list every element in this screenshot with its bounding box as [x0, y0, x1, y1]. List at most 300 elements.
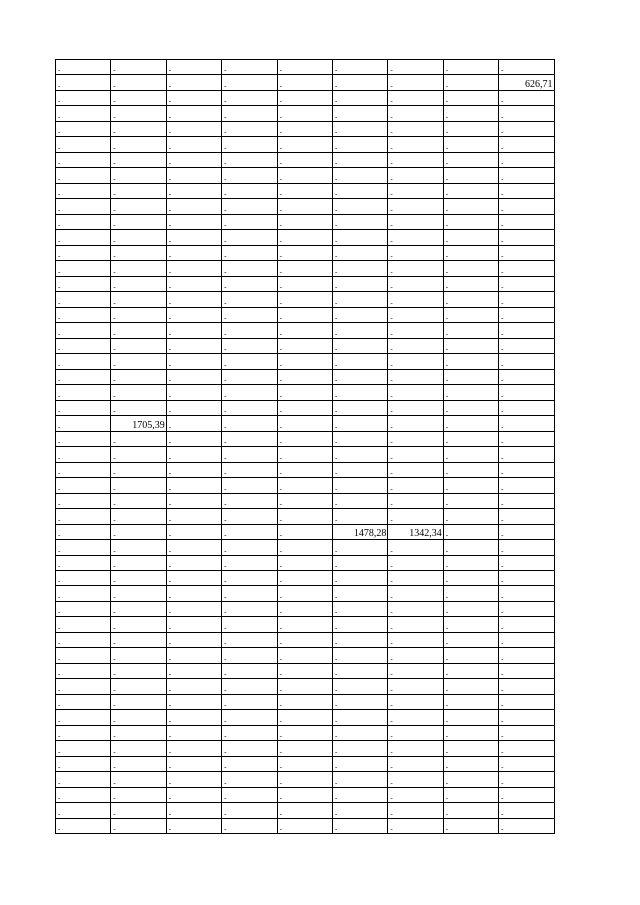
placeholder-cell: -: [277, 617, 332, 632]
placeholder-cell: -: [277, 648, 332, 663]
table-row: [56, 648, 555, 663]
placeholder-cell: -: [111, 524, 166, 539]
placeholder-cell: -: [388, 803, 443, 818]
placeholder-cell: -: [111, 803, 166, 818]
placeholder-cell: -: [111, 632, 166, 647]
placeholder-cell: -: [388, 617, 443, 632]
placeholder-cell: -: [443, 478, 498, 493]
placeholder-cell: -: [388, 710, 443, 725]
placeholder-cell: -: [277, 75, 332, 90]
placeholder-cell: -: [277, 632, 332, 647]
placeholder-cell: -: [277, 121, 332, 136]
placeholder-cell: -: [277, 152, 332, 167]
placeholder-cell: -: [332, 818, 387, 833]
placeholder-cell: -: [388, 756, 443, 771]
placeholder-cell: -: [332, 756, 387, 771]
placeholder-cell: -: [443, 199, 498, 214]
table-row: [56, 710, 555, 725]
placeholder-cell: -: [111, 199, 166, 214]
value-cell: 626,71: [499, 75, 554, 90]
table-row: [56, 772, 555, 787]
placeholder-cell: -: [388, 354, 443, 369]
placeholder-cell: -: [443, 261, 498, 276]
placeholder-cell: -: [222, 416, 277, 431]
placeholder-cell: -: [222, 276, 277, 291]
placeholder-cell: -: [56, 694, 111, 709]
placeholder-cell: -: [277, 772, 332, 787]
table-row: [56, 478, 555, 493]
placeholder-cell: -: [166, 276, 221, 291]
placeholder-cell: -: [443, 168, 498, 183]
placeholder-cell: -: [111, 741, 166, 756]
placeholder-cell: -: [332, 493, 387, 508]
placeholder-cell: -: [56, 648, 111, 663]
placeholder-cell: -: [111, 261, 166, 276]
placeholder-cell: -: [388, 199, 443, 214]
placeholder-cell: -: [499, 245, 554, 260]
placeholder-cell: -: [222, 540, 277, 555]
placeholder-cell: -: [388, 245, 443, 260]
placeholder-cell: -: [388, 214, 443, 229]
placeholder-cell: -: [332, 307, 387, 322]
placeholder-cell: -: [56, 245, 111, 260]
placeholder-cell: -: [443, 632, 498, 647]
placeholder-cell: -: [166, 369, 221, 384]
placeholder-cell: -: [111, 478, 166, 493]
placeholder-cell: -: [388, 307, 443, 322]
placeholder-cell: -: [499, 400, 554, 415]
placeholder-cell: -: [111, 121, 166, 136]
placeholder-cell: -: [166, 710, 221, 725]
placeholder-cell: -: [277, 168, 332, 183]
placeholder-cell: -: [56, 555, 111, 570]
placeholder-cell: -: [443, 323, 498, 338]
placeholder-cell: -: [277, 570, 332, 585]
placeholder-cell: -: [332, 276, 387, 291]
placeholder-cell: -: [499, 478, 554, 493]
placeholder-cell: -: [222, 803, 277, 818]
placeholder-cell: -: [277, 478, 332, 493]
placeholder-cell: -: [388, 338, 443, 353]
placeholder-cell: -: [111, 617, 166, 632]
placeholder-cell: -: [332, 586, 387, 601]
placeholder-cell: -: [332, 540, 387, 555]
placeholder-cell: -: [332, 90, 387, 105]
placeholder-cell: -: [166, 617, 221, 632]
placeholder-cell: -: [499, 725, 554, 740]
placeholder-cell: -: [56, 137, 111, 152]
placeholder-cell: -: [166, 106, 221, 121]
placeholder-cell: -: [56, 540, 111, 555]
placeholder-cell: -: [222, 694, 277, 709]
table-row: [56, 555, 555, 570]
table-row: [56, 338, 555, 353]
placeholder-cell: -: [332, 725, 387, 740]
placeholder-cell: -: [111, 694, 166, 709]
placeholder-cell: -: [166, 803, 221, 818]
placeholder-cell: -: [222, 493, 277, 508]
placeholder-cell: -: [443, 90, 498, 105]
placeholder-cell: -: [56, 292, 111, 307]
placeholder-cell: -: [222, 354, 277, 369]
placeholder-cell: -: [56, 121, 111, 136]
placeholder-cell: -: [111, 462, 166, 477]
placeholder-cell: -: [111, 369, 166, 384]
placeholder-cell: -: [499, 106, 554, 121]
table-row: [56, 586, 555, 601]
placeholder-cell: -: [277, 741, 332, 756]
placeholder-cell: -: [222, 152, 277, 167]
placeholder-cell: -: [56, 524, 111, 539]
placeholder-cell: -: [388, 385, 443, 400]
placeholder-cell: -: [443, 772, 498, 787]
placeholder-cell: -: [56, 431, 111, 446]
placeholder-cell: -: [277, 694, 332, 709]
placeholder-cell: -: [222, 570, 277, 585]
table-row: [56, 601, 555, 616]
placeholder-cell: -: [222, 60, 277, 75]
placeholder-cell: -: [222, 230, 277, 245]
placeholder-cell: -: [443, 710, 498, 725]
placeholder-cell: -: [277, 663, 332, 678]
placeholder-cell: -: [443, 756, 498, 771]
placeholder-cell: -: [56, 663, 111, 678]
placeholder-cell: -: [222, 121, 277, 136]
placeholder-cell: -: [388, 183, 443, 198]
placeholder-cell: -: [499, 152, 554, 167]
placeholder-cell: -: [56, 183, 111, 198]
placeholder-cell: -: [56, 570, 111, 585]
placeholder-cell: -: [277, 462, 332, 477]
placeholder-cell: -: [332, 447, 387, 462]
placeholder-cell: -: [443, 106, 498, 121]
placeholder-cell: -: [499, 756, 554, 771]
placeholder-cell: -: [332, 323, 387, 338]
placeholder-cell: -: [166, 462, 221, 477]
placeholder-cell: -: [499, 338, 554, 353]
placeholder-cell: -: [166, 245, 221, 260]
table-row: [56, 385, 555, 400]
placeholder-cell: -: [222, 555, 277, 570]
placeholder-cell: -: [443, 617, 498, 632]
placeholder-cell: -: [166, 90, 221, 105]
placeholder-cell: -: [222, 756, 277, 771]
placeholder-cell: -: [56, 75, 111, 90]
table-row: [56, 152, 555, 167]
placeholder-cell: -: [222, 214, 277, 229]
placeholder-cell: -: [499, 168, 554, 183]
placeholder-cell: -: [166, 214, 221, 229]
placeholder-cell: -: [111, 772, 166, 787]
placeholder-cell: -: [388, 369, 443, 384]
placeholder-cell: -: [222, 710, 277, 725]
placeholder-cell: -: [332, 570, 387, 585]
placeholder-cell: -: [111, 400, 166, 415]
placeholder-cell: -: [332, 230, 387, 245]
placeholder-cell: -: [277, 725, 332, 740]
placeholder-cell: -: [56, 601, 111, 616]
placeholder-cell: -: [332, 214, 387, 229]
placeholder-cell: -: [56, 323, 111, 338]
data-table: [55, 59, 555, 834]
placeholder-cell: -: [332, 338, 387, 353]
placeholder-cell: -: [111, 540, 166, 555]
placeholder-cell: -: [499, 663, 554, 678]
placeholder-cell: -: [166, 152, 221, 167]
placeholder-cell: -: [166, 787, 221, 802]
placeholder-cell: -: [222, 462, 277, 477]
placeholder-cell: -: [222, 431, 277, 446]
placeholder-cell: -: [111, 509, 166, 524]
placeholder-cell: -: [56, 307, 111, 322]
placeholder-cell: -: [166, 137, 221, 152]
placeholder-cell: -: [166, 772, 221, 787]
placeholder-cell: -: [222, 787, 277, 802]
placeholder-cell: -: [443, 60, 498, 75]
placeholder-cell: -: [111, 555, 166, 570]
placeholder-cell: -: [388, 493, 443, 508]
placeholder-cell: -: [332, 555, 387, 570]
placeholder-cell: -: [443, 663, 498, 678]
placeholder-cell: -: [277, 276, 332, 291]
placeholder-cell: -: [56, 106, 111, 121]
placeholder-cell: -: [111, 60, 166, 75]
placeholder-cell: -: [332, 710, 387, 725]
placeholder-cell: -: [166, 338, 221, 353]
placeholder-cell: -: [499, 230, 554, 245]
placeholder-cell: -: [388, 400, 443, 415]
placeholder-cell: -: [499, 787, 554, 802]
placeholder-cell: -: [111, 323, 166, 338]
placeholder-cell: -: [499, 137, 554, 152]
placeholder-cell: -: [222, 725, 277, 740]
placeholder-cell: -: [56, 416, 111, 431]
placeholder-cell: -: [222, 772, 277, 787]
placeholder-cell: -: [388, 75, 443, 90]
placeholder-cell: -: [332, 400, 387, 415]
placeholder-cell: -: [388, 90, 443, 105]
placeholder-cell: -: [388, 725, 443, 740]
placeholder-cell: -: [499, 276, 554, 291]
placeholder-cell: -: [166, 261, 221, 276]
placeholder-cell: -: [166, 354, 221, 369]
placeholder-cell: -: [277, 803, 332, 818]
placeholder-cell: -: [56, 787, 111, 802]
placeholder-cell: -: [56, 586, 111, 601]
placeholder-cell: -: [499, 679, 554, 694]
placeholder-cell: -: [332, 292, 387, 307]
placeholder-cell: -: [111, 168, 166, 183]
placeholder-cell: -: [443, 540, 498, 555]
placeholder-cell: -: [222, 648, 277, 663]
placeholder-cell: -: [332, 663, 387, 678]
table-row: [56, 354, 555, 369]
placeholder-cell: -: [277, 679, 332, 694]
placeholder-cell: -: [332, 106, 387, 121]
placeholder-cell: -: [56, 230, 111, 245]
placeholder-cell: -: [166, 679, 221, 694]
placeholder-cell: -: [111, 338, 166, 353]
placeholder-cell: -: [277, 756, 332, 771]
placeholder-cell: -: [222, 524, 277, 539]
placeholder-cell: -: [388, 276, 443, 291]
placeholder-cell: -: [499, 199, 554, 214]
placeholder-cell: -: [111, 648, 166, 663]
placeholder-cell: -: [277, 818, 332, 833]
placeholder-cell: -: [499, 741, 554, 756]
placeholder-cell: -: [277, 555, 332, 570]
table-row: [56, 632, 555, 647]
placeholder-cell: -: [443, 292, 498, 307]
placeholder-cell: -: [277, 307, 332, 322]
placeholder-cell: -: [56, 509, 111, 524]
placeholder-cell: -: [332, 679, 387, 694]
placeholder-cell: -: [222, 818, 277, 833]
placeholder-cell: -: [111, 570, 166, 585]
placeholder-cell: -: [443, 245, 498, 260]
placeholder-cell: -: [332, 648, 387, 663]
placeholder-cell: -: [499, 431, 554, 446]
placeholder-cell: -: [388, 121, 443, 136]
table-row: [56, 679, 555, 694]
placeholder-cell: -: [111, 725, 166, 740]
placeholder-cell: -: [277, 369, 332, 384]
placeholder-cell: -: [222, 632, 277, 647]
value-cell: 1478,28: [332, 524, 387, 539]
placeholder-cell: -: [277, 710, 332, 725]
placeholder-cell: -: [499, 385, 554, 400]
placeholder-cell: -: [56, 90, 111, 105]
placeholder-cell: -: [388, 137, 443, 152]
placeholder-cell: -: [332, 199, 387, 214]
table-row: [56, 183, 555, 198]
placeholder-cell: -: [443, 524, 498, 539]
placeholder-cell: -: [166, 75, 221, 90]
placeholder-cell: -: [388, 106, 443, 121]
placeholder-cell: -: [111, 75, 166, 90]
table-row: [56, 493, 555, 508]
placeholder-cell: -: [111, 447, 166, 462]
placeholder-cell: -: [277, 354, 332, 369]
placeholder-cell: -: [388, 741, 443, 756]
placeholder-cell: -: [166, 307, 221, 322]
placeholder-cell: -: [166, 121, 221, 136]
placeholder-cell: -: [277, 400, 332, 415]
placeholder-cell: -: [56, 710, 111, 725]
placeholder-cell: -: [277, 60, 332, 75]
placeholder-cell: -: [277, 586, 332, 601]
placeholder-cell: -: [388, 261, 443, 276]
table-row: [56, 756, 555, 771]
placeholder-cell: -: [443, 121, 498, 136]
placeholder-cell: -: [222, 741, 277, 756]
placeholder-cell: -: [388, 152, 443, 167]
placeholder-cell: -: [56, 772, 111, 787]
table-row: [56, 462, 555, 477]
placeholder-cell: -: [443, 447, 498, 462]
placeholder-cell: -: [166, 168, 221, 183]
placeholder-cell: -: [56, 400, 111, 415]
table-row: [56, 803, 555, 818]
placeholder-cell: -: [332, 803, 387, 818]
placeholder-cell: -: [443, 679, 498, 694]
placeholder-cell: -: [111, 493, 166, 508]
placeholder-cell: -: [499, 462, 554, 477]
table-row: [56, 106, 555, 121]
placeholder-cell: -: [332, 478, 387, 493]
placeholder-cell: -: [222, 137, 277, 152]
placeholder-cell: -: [443, 787, 498, 802]
placeholder-cell: -: [388, 679, 443, 694]
placeholder-cell: -: [443, 725, 498, 740]
placeholder-cell: -: [277, 199, 332, 214]
table-row: [56, 168, 555, 183]
placeholder-cell: -: [166, 416, 221, 431]
table-row: [56, 369, 555, 384]
table-body: [56, 60, 555, 834]
placeholder-cell: -: [222, 106, 277, 121]
table-row: [56, 214, 555, 229]
placeholder-cell: -: [443, 307, 498, 322]
table-row: [56, 540, 555, 555]
table-row: [56, 570, 555, 585]
placeholder-cell: -: [499, 648, 554, 663]
placeholder-cell: -: [222, 400, 277, 415]
placeholder-cell: -: [443, 431, 498, 446]
placeholder-cell: -: [56, 478, 111, 493]
placeholder-cell: -: [332, 75, 387, 90]
placeholder-cell: -: [388, 601, 443, 616]
placeholder-cell: -: [443, 152, 498, 167]
placeholder-cell: -: [111, 354, 166, 369]
placeholder-cell: -: [443, 183, 498, 198]
placeholder-cell: -: [111, 586, 166, 601]
placeholder-cell: -: [222, 447, 277, 462]
placeholder-cell: -: [111, 385, 166, 400]
table-row: [56, 137, 555, 152]
placeholder-cell: -: [499, 90, 554, 105]
placeholder-cell: -: [56, 493, 111, 508]
placeholder-cell: -: [56, 462, 111, 477]
placeholder-cell: -: [388, 540, 443, 555]
placeholder-cell: -: [499, 710, 554, 725]
placeholder-cell: -: [166, 756, 221, 771]
placeholder-cell: -: [166, 586, 221, 601]
placeholder-cell: -: [443, 493, 498, 508]
placeholder-cell: -: [111, 818, 166, 833]
placeholder-cell: -: [111, 152, 166, 167]
table-row: [56, 431, 555, 446]
placeholder-cell: -: [277, 230, 332, 245]
placeholder-cell: -: [56, 369, 111, 384]
placeholder-cell: -: [111, 431, 166, 446]
placeholder-cell: -: [443, 818, 498, 833]
placeholder-cell: -: [166, 292, 221, 307]
placeholder-cell: -: [499, 540, 554, 555]
placeholder-cell: -: [332, 261, 387, 276]
placeholder-cell: -: [332, 183, 387, 198]
placeholder-cell: -: [332, 694, 387, 709]
placeholder-cell: -: [166, 509, 221, 524]
table-row: [56, 524, 555, 539]
placeholder-cell: -: [388, 509, 443, 524]
placeholder-cell: -: [499, 694, 554, 709]
placeholder-cell: -: [222, 199, 277, 214]
placeholder-cell: -: [111, 679, 166, 694]
placeholder-cell: -: [388, 787, 443, 802]
placeholder-cell: -: [222, 509, 277, 524]
placeholder-cell: -: [443, 803, 498, 818]
